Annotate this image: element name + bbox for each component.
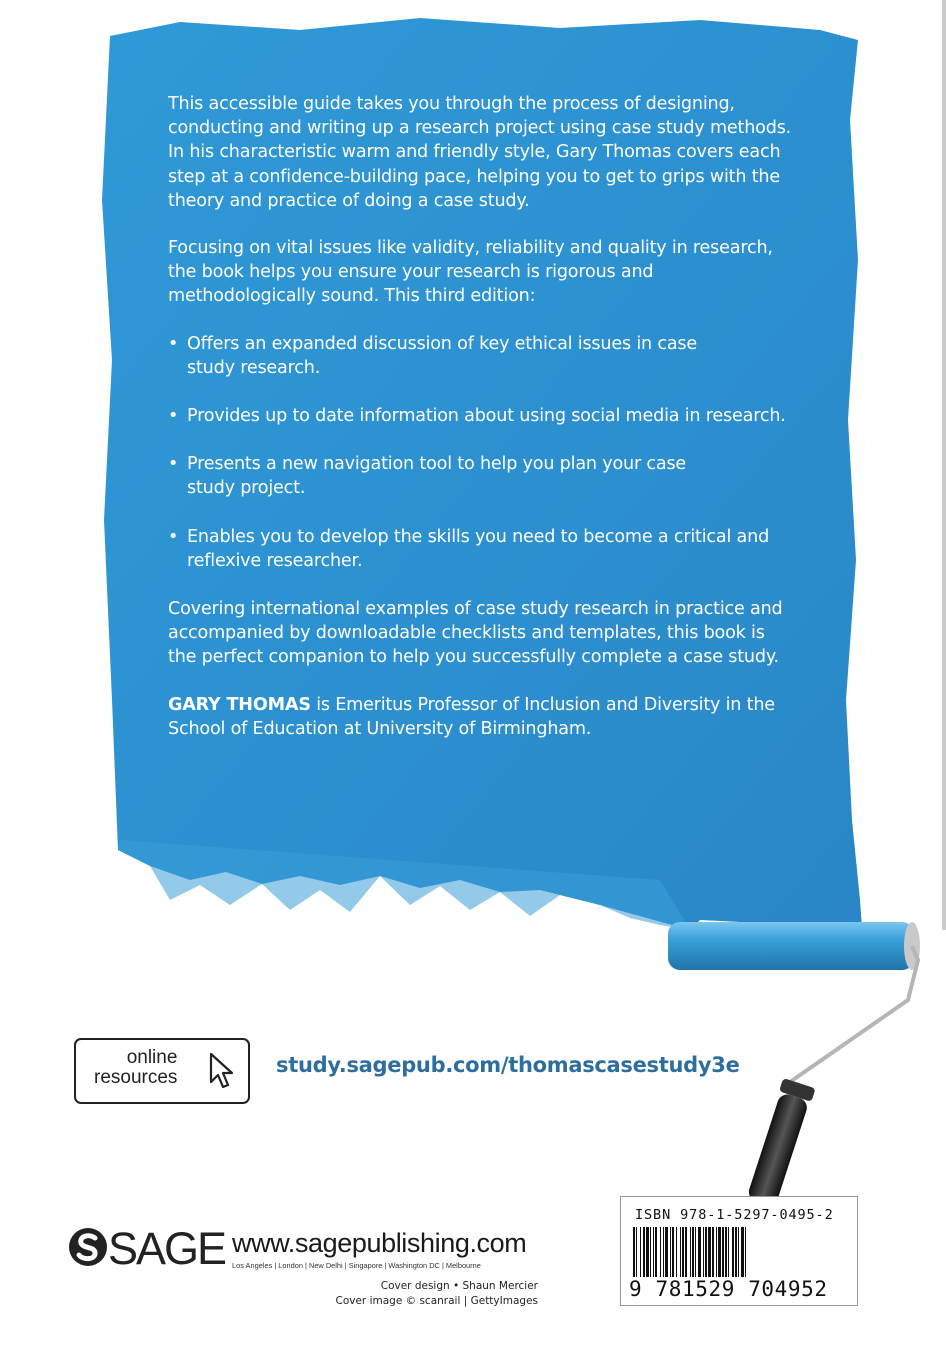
online-label: online (126, 1047, 178, 1068)
barcode-bar (643, 1227, 645, 1277)
barcode-bar (698, 1227, 701, 1277)
roller-cover (668, 922, 914, 970)
barcode-bar (672, 1227, 674, 1277)
covering-paragraph: Covering international examples of case study research in practice and accompanied by downloadable checklists and templates, this book is the perfect companion to help you successfully complete a case study. (168, 599, 783, 668)
resources-label: resources (94, 1067, 178, 1088)
features-list (168, 332, 798, 573)
list-item: • Offers an expanded discussion of key ethical issues in case study research. (168, 332, 707, 380)
barcode-bar (741, 1227, 744, 1277)
barcode-bar (653, 1227, 654, 1277)
barcode-bar (633, 1227, 635, 1277)
barcode-bar (722, 1227, 724, 1277)
barcode-bar (636, 1227, 637, 1277)
back-cover-blurb (168, 92, 798, 764)
barcode-bar (703, 1227, 704, 1277)
list-item: • Enables you to develop the skills you need to become a critical and reflexive researcher. (168, 525, 798, 573)
barcode-bar (663, 1227, 664, 1277)
barcode-bar (725, 1227, 727, 1277)
barcode-bar (718, 1227, 721, 1277)
barcode-bar (716, 1227, 717, 1277)
cursor-arrow-icon (208, 1052, 234, 1090)
intro-paragraph: This accessible guide takes you through the process of designing, conducting and writing up a research project using case study methods. In his characteristic warm and friendly style, Gary Thomas covers each step at a confidence-building pace, helping you to get to grips with the theory and practice of doing a case study. (168, 94, 792, 211)
author-paragraph (168, 693, 798, 741)
barcode-bar (670, 1227, 671, 1277)
barcode-bar (695, 1227, 696, 1277)
barcode-bar (685, 1227, 687, 1277)
list-item: • Presents a new navigation tool to help you plan your case study project. (168, 452, 707, 500)
barcode-bar (690, 1227, 691, 1277)
barcode-bar (676, 1227, 677, 1277)
barcode-bar (732, 1227, 734, 1277)
sage-logo-wordmark: SAGE (108, 1226, 226, 1270)
online-resources-badge (74, 1038, 250, 1104)
barcode-bar (708, 1227, 711, 1277)
barcode-bar (705, 1227, 707, 1277)
cover-design-credit: Cover design • Shaun Mercier (380, 1280, 538, 1292)
barcode-bar (680, 1227, 681, 1277)
barcode-bar (640, 1227, 641, 1277)
barcode-bar (738, 1227, 739, 1277)
barcode-bar (712, 1227, 714, 1277)
list-item: • Provides up to date information about using social media in research. (168, 404, 798, 428)
barcode-digits: 9 781529 704952 (629, 1277, 828, 1301)
companion-website-link[interactable]: study.sagepub.com/thomascasestudy3e (276, 1053, 740, 1077)
author-name: GARY THOMAS (168, 694, 311, 715)
publisher-cities: Los Angeles | London | New Delhi | Singapore | Washington DC | Melbourne (232, 1261, 481, 1270)
barcode-bar (660, 1227, 661, 1277)
focus-paragraph: Focusing on vital issues like validity, reliability and quality in research, the book helps you ensure your research is rigorous and methodologically sound. This third edition: (168, 238, 773, 307)
isbn-barcode-block (620, 1196, 858, 1306)
publisher-website[interactable]: www.sagepublishing.com (232, 1228, 527, 1258)
barcode-bar (665, 1227, 668, 1277)
barcode-bar (646, 1227, 649, 1277)
cover-image-credit: Cover image © scanrail | GettyImages (335, 1295, 538, 1307)
barcode-bar (728, 1227, 729, 1277)
sage-logo (68, 1226, 228, 1270)
roller-handle (744, 1078, 815, 1208)
barcode-bar (692, 1227, 694, 1277)
barcode-bar (745, 1227, 746, 1277)
barcode-bar (655, 1227, 657, 1277)
isbn-text: ISBN 978-1-5297-0495-2 (635, 1207, 834, 1223)
barcode-bars (631, 1227, 847, 1279)
author-bio: is Emeritus Professor of Inclusion and Diversity in the School of Education at University of Birmingham. (168, 694, 775, 739)
spine-edge (942, 0, 946, 930)
barcode-bar (735, 1227, 737, 1277)
barcode-bar (682, 1227, 684, 1277)
barcode-bar (650, 1227, 651, 1277)
